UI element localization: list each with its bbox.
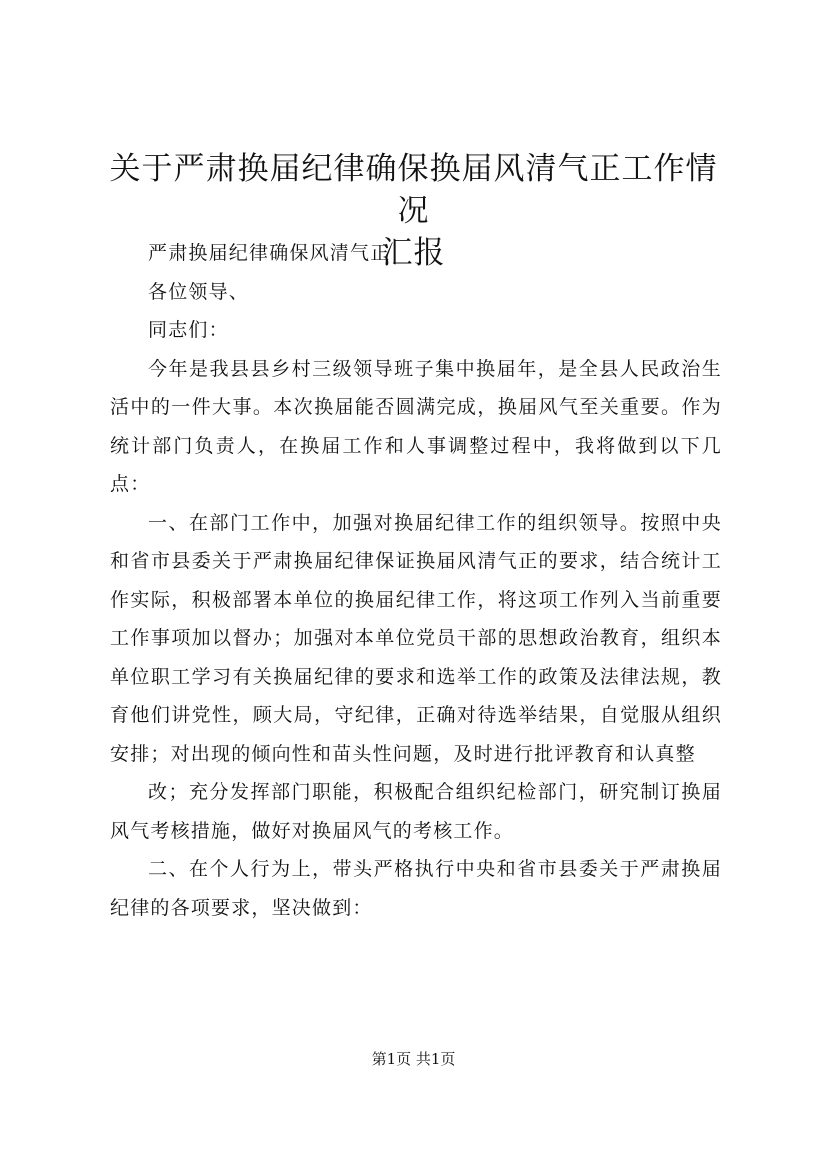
title-line-1: 关于严肃换届纪律确保换届风清气正工作情况 xyxy=(109,151,718,229)
body-paragraph: 二、在个人行为上，带头严格执行中央和省市县委关于严肃换届纪律的各项要求，坚决做到： xyxy=(110,858,722,919)
page-footer: 第1页 共1页 xyxy=(371,1050,456,1068)
salutation-comrades: 同志们： xyxy=(148,319,229,341)
document-body xyxy=(110,234,722,927)
title-line-2: 汇报 xyxy=(381,235,446,271)
subtitle-paragraph: 严肃换届纪律确保风清气正 xyxy=(148,242,391,264)
body-paragraph: 今年是我县县乡村三级领导班子集中换届年，是全县人民政治生活中的一件大事。本次换届能否圆满完成，换届风气至关重要。作为统计部门负责人，在换届工作和人事调整过程中，我将做到以下几点： xyxy=(110,357,722,495)
salutation-leaders: 各位领导、 xyxy=(148,280,250,303)
body-paragraph: 改；充分发挥部门职能，积极配合组织纪检部门，研究制订换届风气考核措施，做好对换届风气的考核工作。 xyxy=(110,781,722,842)
body-paragraph: 一、在部门工作中，加强对换届纪律工作的组织领导。按照中央和省市县委关于严肃换届纪律保证换届风清气正的要求，结合统计工作实际，积极部署本单位的换届纪律工作，将这项工作列入当前重要工作事项加以督办；加强对本单位党员干部的思想政治教育，组织本单位职工学习有关换届纪律的要求和选举工作的政策及法律法规，教育他们讲党性，顾大局，守纪律，正确对待选举结果，自觉服从组织安排；对出现的倾向性和苗头性问题，及时进行批评教育和认真整 xyxy=(110,511,722,765)
